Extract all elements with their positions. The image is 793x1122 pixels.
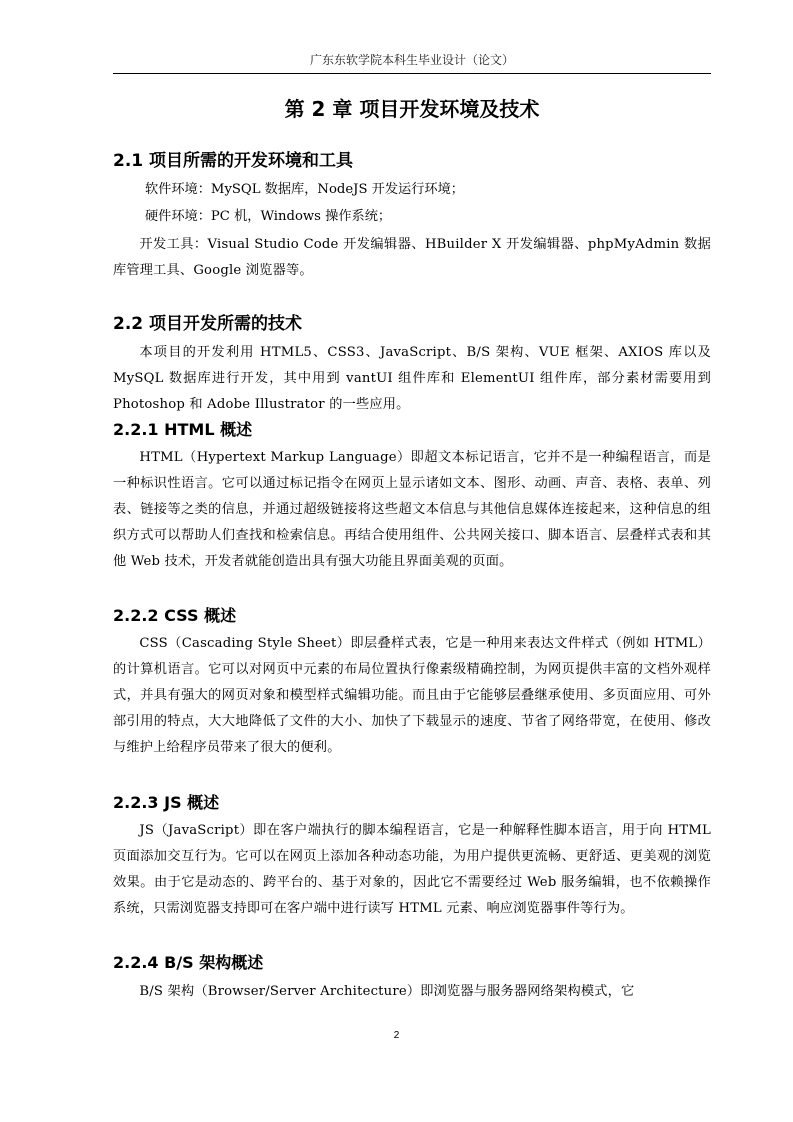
software-environment: 软件环境：MySQL 数据库，NodeJS 开发运行环境；	[145, 182, 464, 197]
subsection-heading-2-2-1: 2.2.1 HTML 概述	[113, 420, 253, 439]
chapter-title: 第 2 章 项目开发环境及技术	[284, 97, 540, 121]
section-heading-2-2: 2.2 项目开发所需的技术	[113, 314, 303, 334]
js-overview-paragraph: JS（JavaScript）即在客户端执行的脚本编程语言，它是一种解释性脚本语言，用于向 HTML 页面添加交互行为。它可以在网页上添加各种动态功能，为用户提供更流畅、更舒适、更美观的浏览效果。由于它是动态的、跨平台的、基于对象的，因此它不需要经过 Web 服务编辑，也不依赖操作系统，只需浏览器支持即可在客户端中进行读写 HTML 元素、响应浏览器事件等行为。	[113, 823, 711, 916]
header-rule	[113, 73, 711, 74]
subsection-heading-2-2-3: 2.2.3 JS 概述	[113, 793, 220, 812]
hardware-environment: 硬件环境：PC 机，Windows 操作系统；	[145, 209, 392, 224]
development-tools: 开发工具：Visual Studio Code 开发编辑器、HBuilder X 开发编辑器、phpMyAdmin 数据库管理工具、Google 浏览器等。	[113, 237, 711, 278]
section-heading-2-1: 2.1 项目所需的开发环境和工具	[113, 151, 354, 171]
bs-overview-paragraph: B/S 架构（Browser/Server Architecture）即浏览器与服务器网络架构模式，它	[139, 984, 635, 999]
css-overview-paragraph: CSS（Cascading Style Sheet）即层叠样式表，它是一种用来表达文件样式（例如 HTML）的计算机语言。它可以对网页中元素的布局位置执行像素级精确控制，为网页提供丰富的文档外观样式，并具有强大的网页对象和模型样式编辑功能。而且由于它能够层叠继承使用、多页面应用、可外部引用的特点，大大地降低了文件的大小、加快了下载显示的速度、节省了网络带宽，在使用、修改与维护上给程序员带来了很大的便利。	[113, 636, 711, 755]
subsection-heading-2-2-4: 2.2.4 B/S 架构概述	[113, 953, 264, 972]
page-number: 2	[393, 1030, 400, 1041]
section-2-2-paragraph: 本项目的开发利用 HTML5、CSS3、JavaScript、B/S 架构、VUE 框架、AXIOS 库以及 MySQL 数据库进行开发，其中用到 vantUI 组件库和 ElementUI 组件库，部分素材需要用到 Photoshop 和 Adobe Illustrator 的一些应用。	[113, 345, 711, 412]
subsection-heading-2-2-2: 2.2.2 CSS 概述	[113, 606, 237, 625]
running-header: 广东东软学院本科生毕业设计（论文）	[309, 53, 514, 67]
html-overview-paragraph: HTML（Hypertext Markup Language）即超文本标记语言，它并不是一种编程语言，而是一种标识性语言。它可以通过标记指令在网页上显示诸如文本、图形、动画、声音、表格、表单、列表、链接等之类的信息，并通过超级链接将这些超文本信息与其他信息媒体连接起来，这种信息的组织方式可以帮助人们查找和检索信息。再结合使用组件、公共网关接口、脚本语言、层叠样式表和其他 Web 技术，开发者就能创造出具有强大功能且界面美观的页面。	[113, 450, 711, 569]
